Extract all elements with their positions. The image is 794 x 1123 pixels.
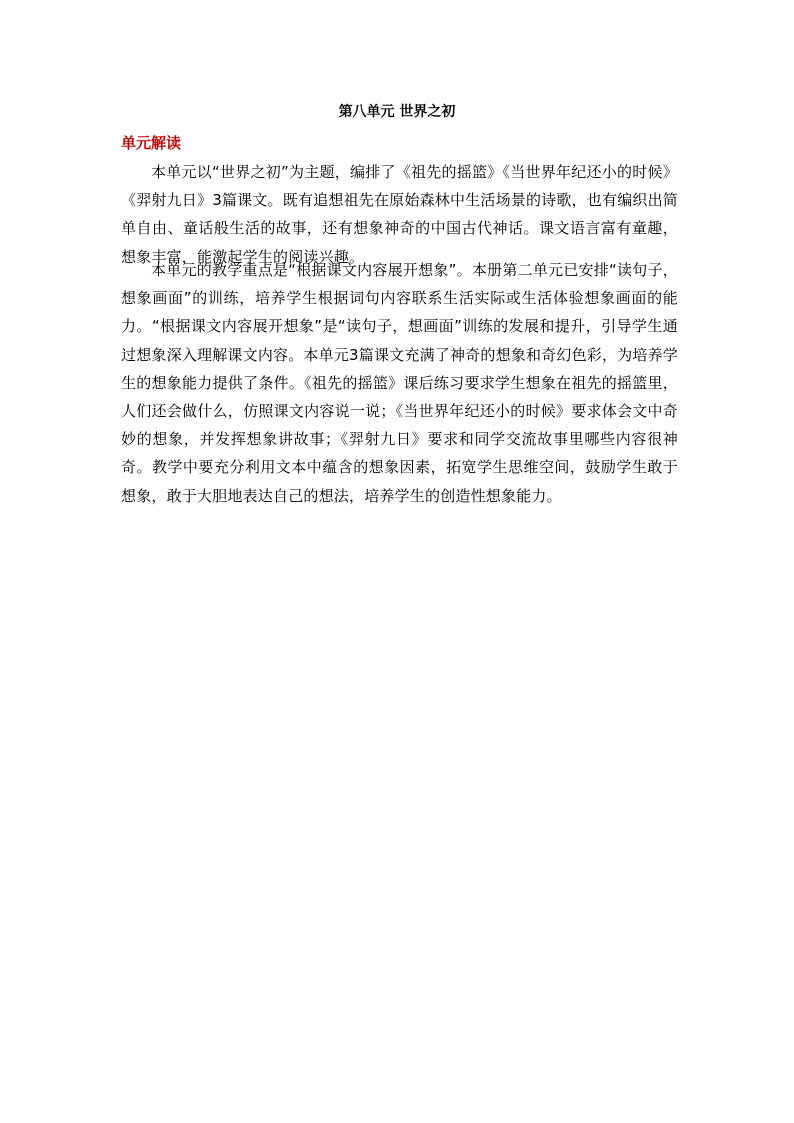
- paragraph-2: 本单元的教学重点是“根据课文内容展开想象”。本册第二单元已安排“读句子，想象画面”的训练，培养学生根据词句内容联系生活实际或生活体验想象画面的能力。“根据课文内容展开想象”是“读句子，想画面”训练的发展和提升，引导学生通过想象深入理解课文内容。本单元3篇课文充满了神奇的想象和奇幻色彩，为培养学生的想象能力提供了条件。《祖先的摇篮》课后练习要求学生想象在祖先的摇篮里，人们还会做什么，仿照课文内容说一说；《当世界年纪还小的时候》要求体会文中奇妙的想象，并发挥想象讲故事；《羿射九日》要求和同学交流故事里哪些内容很神奇。教学中要充分利用文本中蕴含的想象因素，拓宽学生思维空间，鼓励学生敢于想象，敢于大胆地表达自己的想法，培养学生的创造性想象能力。: [121, 261, 678, 505]
- section-heading: 单元解读: [121, 134, 182, 152]
- paragraph-1: 本单元以“世界之初”为主题，编排了《祖先的摇篮》《当世界年纪还小的时候》《羿射九日》3篇课文。既有追想祖先在原始森林中生活场景的诗歌，也有编织出简单自由、童话般生活的故事，还有想象神奇的中国古代神话。课文语言富有童趣，想象丰富，能激起学生的阅读兴趣。: [121, 163, 678, 266]
- document-title: 第八单元 世界之初: [338, 104, 456, 120]
